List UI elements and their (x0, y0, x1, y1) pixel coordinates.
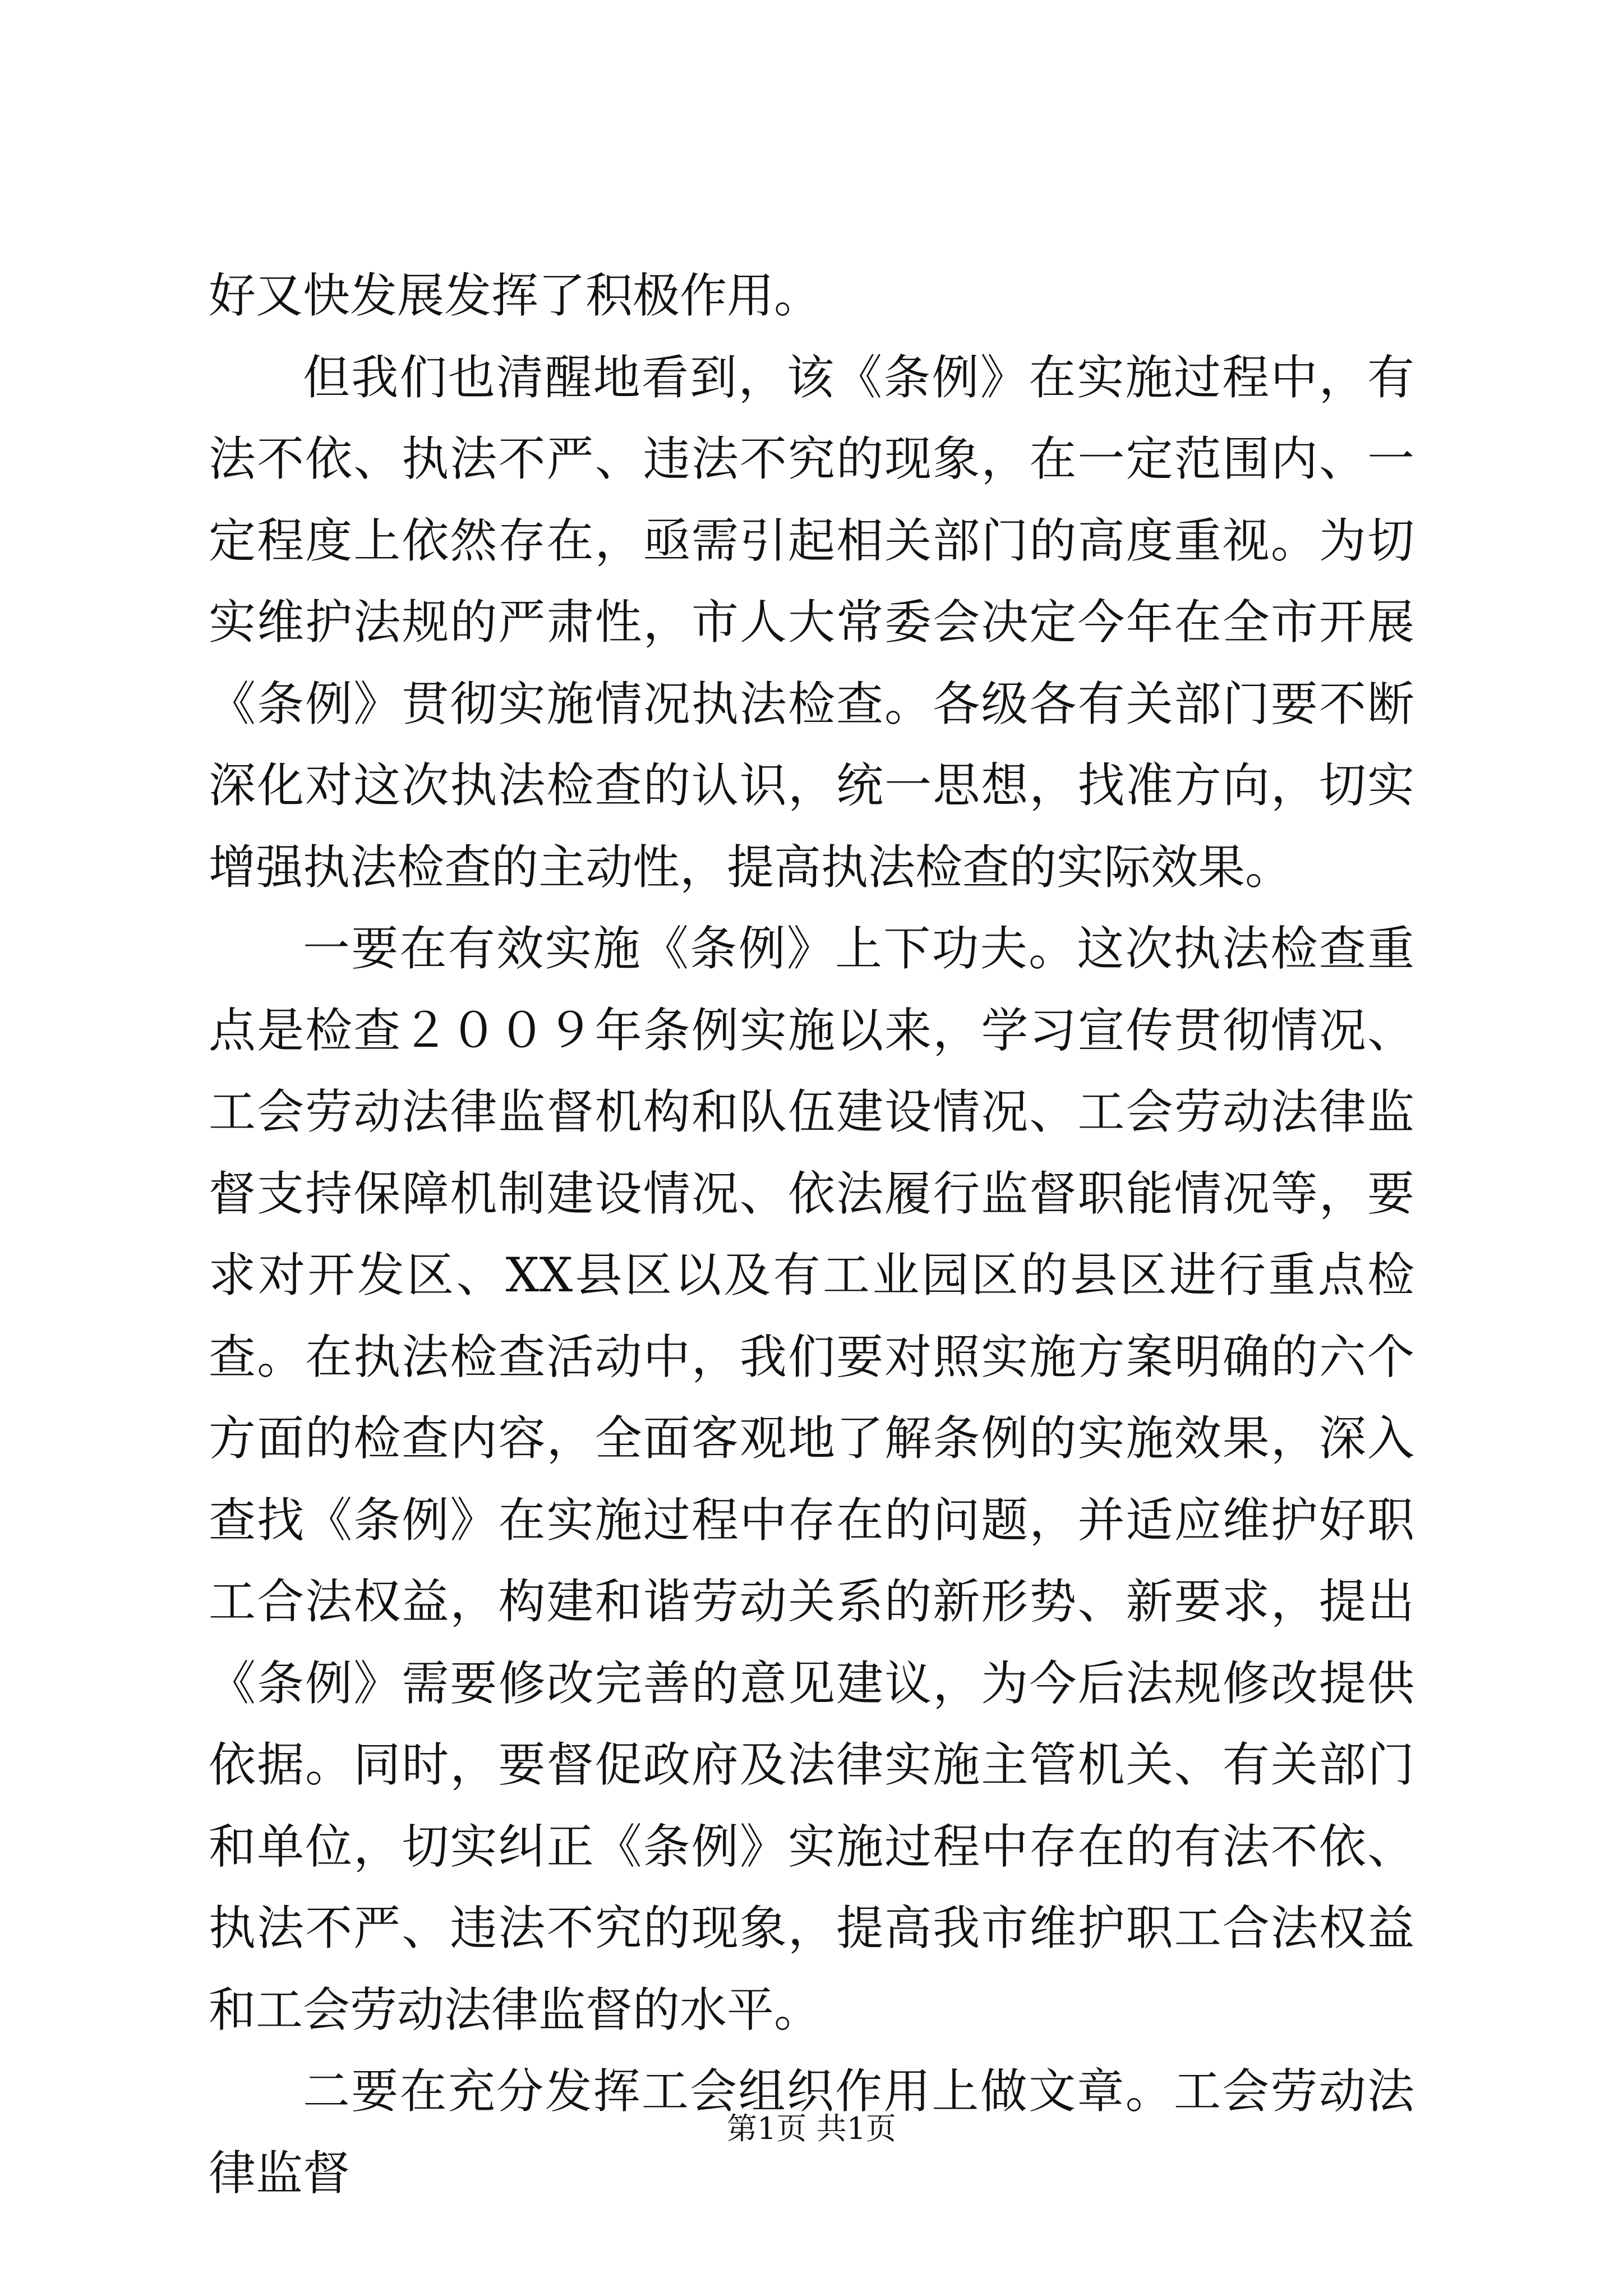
paragraph-4: 二要在充分发挥工会组织作用上做文章。工会劳动法律监督 (209, 2064, 1414, 2201)
paragraph-3: 一要在有效实施《条例》上下功夫。这次执法检查重点是检查２００９年条例实施以来，学习宣传贯彻情况、工会劳动法律监督机构和队伍建设情况、工会劳动法律监督支持保障机制建设情况、依法履行监督职能情况等，要求对开发区、XX县区以及有工业园区的县区进行重点检查。在执法检查活动中，我们要对照实施方案明确的六个方面的检查内容，全面客观地了解条例的实施效果，深入查找《条例》在实施过程中存在的问题，并适应维护好职工合法权益，构建和谐劳动关系的新形势、新要求，提出《条例》需要修改完善的意见建议，为今后法规修改提供依据。同时，要督促政府及法律实施主管机关、有关部门和单位，切实纠正《条例》实施过程中存在的有法不依、执法不严、违法不究的现象，提高我市维护职工合法权益和工会劳动法律监督的水平。 (209, 921, 1414, 2037)
page-footer: 第1页 共1页 (727, 2111, 896, 2146)
document-body (209, 255, 1414, 2214)
paragraph-2: 但我们也清醒地看到，该《条例》在实施过程中，有法不依、执法不严、违法不究的现象，在一定范围内、一定程度上依然存在，亟需引起相关部门的高度重视。为切实维护法规的严肃性，市人大常委会决定今年在全市开展《条例》贯彻实施情况执法检查。各级各有关部门要不断深化对这次执法检查的认识，统一思想，找准方向，切实增强执法检查的主动性，提高执法检查的实际效果。 (209, 349, 1414, 895)
paragraph-1: 好又快发展发挥了积极作用。 (209, 268, 822, 323)
